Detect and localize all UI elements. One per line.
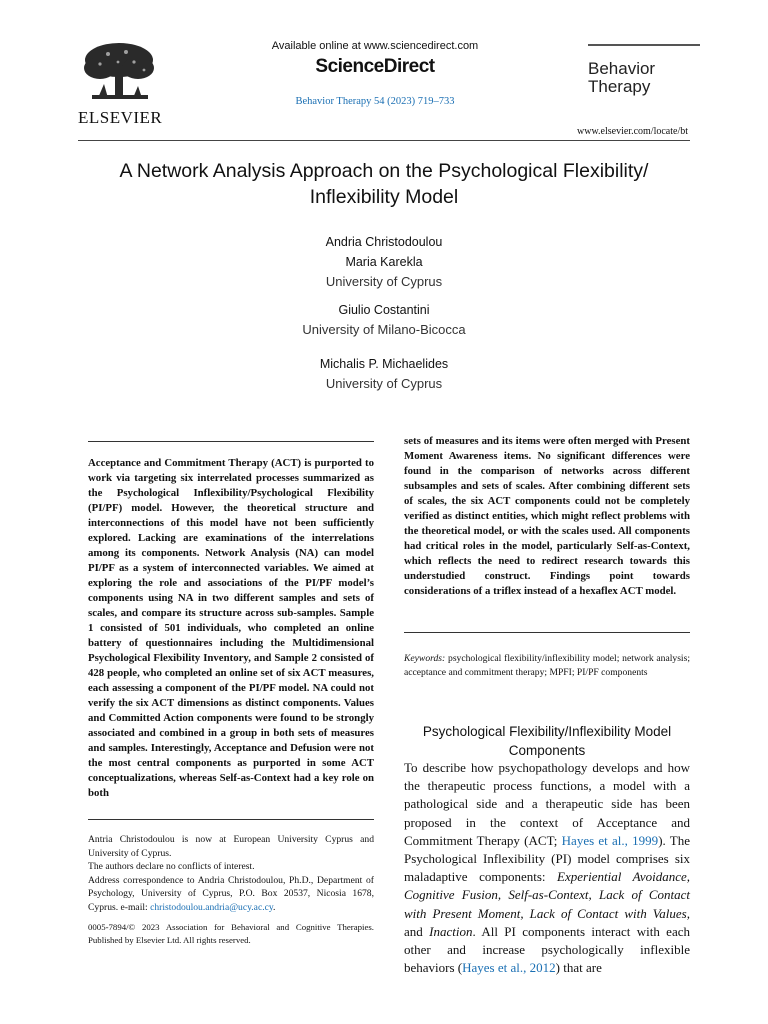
elsevier-logo: [78, 40, 163, 128]
title-line-1: A Network Analysis Approach on the Psychological Flexibility/: [119, 160, 649, 182]
article-title: [78, 158, 690, 210]
header-center: [210, 40, 540, 107]
footnote-correspondence: Address correspondence to Andria Christodoulou, Ph.D., Department of Psychology, University of Cyprus, P.O. Box 20537, Nicosia 1678, Cyprus. e-mail: christodoulou.andria@ucy.ac.cy.: [88, 874, 374, 913]
footnote-affiliation: Antria Christodoulou is now at European University Cyprus and University of Cyprus.: [88, 834, 374, 859]
author-name: Maria Karekla: [345, 255, 423, 269]
section-heading: Psychological Flexibility/Inflexibility Model Components: [422, 724, 672, 758]
author-name: Andria Christodoulou: [325, 235, 443, 249]
header-divider: [78, 140, 690, 141]
copyright-notice: 0005-7894/© 2023 Association for Behavioral and Cognitive Therapies. Published by Elsevier Ltd. All rights reserved.: [88, 922, 374, 945]
journal-citation[interactable]: Behavior Therapy 54 (2023) 719–733: [295, 96, 455, 107]
abstract-top-rule: [88, 441, 374, 442]
keywords-text: psychological flexibility/inflexibility model; network analysis; acceptance and commitment therapy; MPFI; PI/PF components: [404, 653, 690, 678]
correspondence-email-link[interactable]: christodoulou.andria@ucy.ac.cy: [150, 901, 274, 913]
reference-link[interactable]: Hayes et al., 2012: [462, 960, 556, 976]
author-affiliation: University of Cyprus: [325, 376, 443, 391]
journal-name-line2: Therapy: [588, 77, 651, 96]
footnote-conflicts: The authors declare no conflicts of interest.: [88, 861, 255, 873]
keywords-label: Keywords:: [404, 653, 446, 664]
author-affiliation: University of Milano-Bicocca: [302, 322, 466, 337]
journal-url[interactable]: www.elsevier.com/locate/bt: [577, 126, 688, 137]
keywords-rule: [404, 632, 690, 633]
author-name: Giulio Costantini: [338, 303, 430, 317]
abstract-part-1: Acceptance and Commitment Therapy (ACT) is purported to work via targeting six interrelated processes summarized as the Psychological Inflexibility/Psychological Flexibility (PI/PF) model. However, the theoretical structure and interconnections of this model have not been sufficiently explored. Lacking are examinations of the interrelations among its components. Network Analysis (NA) can model PI/PF as a system of interconnected variables. We aimed at exploring the role and associations of the PI/PF model’s components using NA in two different samples and sets of scales, and compare its structure across sub-samples. Sample 1 consisted of 501 individuals, who completed an online battery of questionnaires including the Multidimensional Psychological Flexibility Inventory, and Sample 2 consisted of 428 people, who completed an online set of six ACT measures, each assessing a component of the PI/PF model. NA could not verify the six ACT dimensions as distinct components. Values and Committed Action components were found to be strongly associated and combined in a group in both sets of measures and samples. Interestingly, Acceptance and Defusion were not the most central components as purported in some ACT conceptualizations, whereas Self-as-Context had a key role on both: [88, 457, 374, 799]
elsevier-tree-icon: [78, 40, 160, 106]
author-footnotes: [88, 833, 374, 915]
footnote-rule: [88, 819, 374, 820]
body-paragraph: To describe how psychopathology develops and how the therapeutic process functions, a model with a pathological side and a therapeutic side has been proposed in the context of Acceptance and Commitment Therapy (ACT; Hayes et al., 1999). The Psychological Inflexibility (PI) model comprises six maladaptive components: Experiential Avoidance, Cognitive Fusion, Self-as-Context, Lack of Contact with Present Moment, Lack of Contact with Values, and Inaction. All PI components interact with each other and increase psychologically inflexible behaviors (Hayes et al., 2012) that are: [404, 760, 691, 976]
journal-logo: [588, 44, 700, 96]
keywords: [404, 652, 690, 679]
title-line-2: Inflexibility Model: [309, 186, 459, 208]
abstract-part-2: sets of measures and its items were often merged with Present Moment Awareness items. No significant differences were found in the comparison of networks across different subsamples and sets of scales. After combining different sets of scales, the six ACT components could not be completely verified as distinct entities, which might reflect problems with the theoretical model, or with the scales used. All components had critical roles in the model, particularly Self-as-Context, which reflects the need to redirect research towards this understudied construct. Findings point towards considerations of a triflex instead of a hexaflex ACT model.: [404, 435, 690, 597]
available-online[interactable]: Available online at www.sciencedirect.com: [271, 40, 479, 52]
sciencedirect-logo: ScienceDirect: [315, 56, 435, 77]
journal-name-line1: Behavior: [588, 59, 656, 78]
reference-link[interactable]: Hayes et al., 1999: [561, 832, 659, 848]
author-affiliation: University of Cyprus: [325, 274, 443, 289]
author-name: Michalis P. Michaelides: [319, 357, 449, 371]
author-list: [78, 232, 690, 394]
publisher-name: ELSEVIER: [78, 108, 163, 127]
